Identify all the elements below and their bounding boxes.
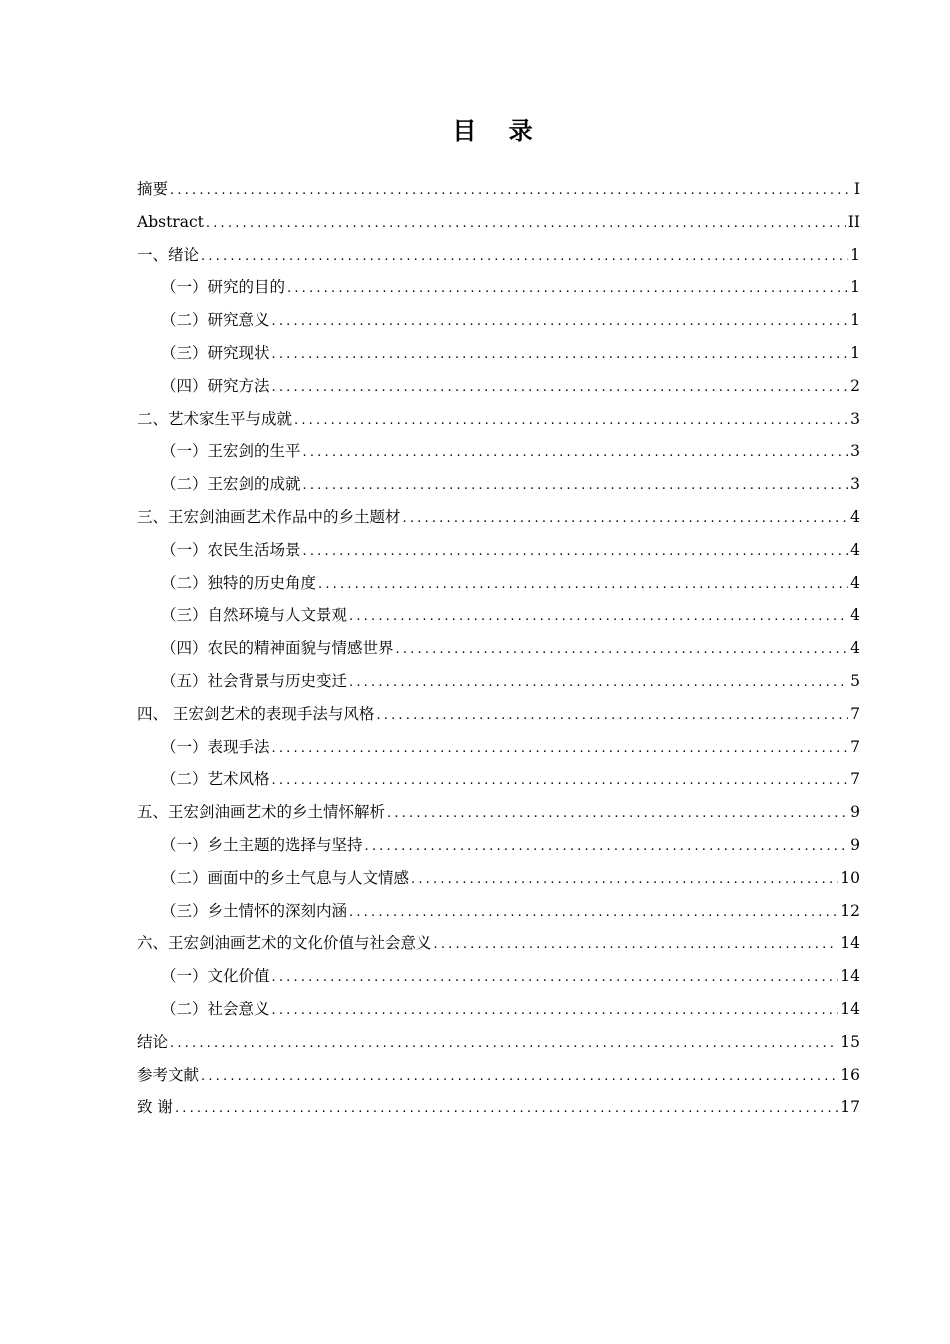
toc-entry[interactable] (137, 1059, 860, 1092)
toc-entry-title: 参考文献 (137, 1065, 200, 1084)
dot-leader (272, 733, 849, 766)
toc-entry[interactable] (137, 304, 860, 337)
toc-entry-title: （二）研究意义 (161, 311, 270, 330)
toc-entry-title: 结论 (137, 1032, 169, 1051)
toc-entry[interactable] (137, 927, 860, 960)
toc-entry[interactable] (137, 1026, 860, 1059)
toc-entry-title: 四、 王宏剑艺术的表现手法与风格 (137, 704, 375, 723)
toc-page-number: 15 (840, 1032, 860, 1051)
dot-leader (201, 1061, 838, 1094)
dot-leader (201, 241, 848, 274)
toc-entry-title: （二）画面中的乡土气息与人文情感 (161, 868, 410, 887)
toc-entry-title: （三）乡土情怀的深刻内涵 (161, 901, 348, 920)
toc-page-number: 3 (850, 409, 860, 428)
toc-page-number: 7 (850, 770, 860, 789)
toc-entry[interactable] (137, 862, 860, 895)
toc-page-number: 1 (850, 343, 860, 362)
toc-entry-title: （一）表现手法 (161, 737, 270, 756)
toc-entry-title: （一）农民生活场景 (161, 540, 301, 559)
toc-entry[interactable] (137, 403, 860, 436)
toc-page-number: 7 (850, 704, 860, 723)
dot-leader (411, 864, 838, 897)
dot-leader (396, 634, 849, 667)
toc-entry-title: （二）独特的历史角度 (161, 573, 317, 592)
dot-leader (303, 470, 849, 503)
dot-leader (272, 962, 839, 995)
toc-page-number: 1 (850, 278, 860, 297)
toc-entry[interactable] (137, 599, 860, 632)
toc-page-number: 4 (850, 573, 860, 592)
toc-page-number: 17 (840, 1098, 860, 1117)
toc-entry-title: 二、艺术家生平与成就 (137, 409, 293, 428)
toc-page-number: 3 (850, 442, 860, 461)
dot-leader (206, 208, 846, 241)
toc-entry-title: （一）文化价值 (161, 967, 270, 986)
dot-leader (349, 601, 848, 634)
dot-leader (434, 929, 839, 962)
toc-entry-title: （一）研究的目的 (161, 278, 286, 297)
dot-leader (349, 667, 848, 700)
toc-page-number: 12 (840, 901, 860, 920)
toc-entry[interactable] (137, 271, 860, 304)
dot-leader (303, 437, 849, 470)
toc-entry[interactable] (137, 763, 860, 796)
toc-entry-title: （三）研究现状 (161, 343, 270, 362)
toc-entry-title: （四）农民的精神面貌与情感世界 (161, 639, 394, 658)
toc-entry[interactable] (137, 206, 860, 239)
toc-entry[interactable] (137, 731, 860, 764)
dot-leader (318, 569, 848, 602)
toc-entry[interactable] (137, 993, 860, 1026)
toc-entry[interactable] (137, 370, 860, 403)
dot-leader (349, 897, 838, 930)
dot-leader (272, 765, 849, 798)
toc-page-number: 2 (850, 376, 860, 395)
toc-entry[interactable] (137, 468, 860, 501)
toc-entry-title: 三、王宏剑油画艺术作品中的乡土题材 (137, 507, 401, 526)
dot-leader (287, 273, 848, 306)
toc-entry[interactable] (137, 796, 860, 829)
toc-page-number: 4 (850, 639, 860, 658)
toc-entry-title: Abstract (137, 212, 204, 231)
toc-page-number: 9 (850, 835, 860, 854)
toc-page-number: 5 (850, 671, 860, 690)
dot-leader (376, 700, 848, 733)
toc-page-number: II (847, 212, 860, 231)
dot-leader (294, 405, 848, 438)
dot-leader (272, 339, 849, 372)
toc-entry-title: 致 谢 (137, 1098, 173, 1117)
toc-page-number: 4 (850, 540, 860, 559)
toc-page-number: 14 (840, 999, 860, 1018)
toc-page-number: 4 (850, 507, 860, 526)
dot-leader (387, 798, 848, 831)
toc-page-number: 3 (850, 475, 860, 494)
toc-entry-title: （一）王宏剑的生平 (161, 442, 301, 461)
dot-leader (365, 831, 849, 864)
toc-entry[interactable] (137, 1091, 860, 1124)
toc-entry-title: 一、绪论 (137, 245, 200, 264)
toc-entry[interactable] (137, 173, 860, 206)
toc-entry-title: （一）乡土主题的选择与坚持 (161, 835, 363, 854)
toc-entry-title: 摘要 (137, 180, 169, 198)
toc-entry[interactable] (137, 435, 860, 468)
toc-entry-title: （三）自然环境与人文景观 (161, 606, 348, 625)
page-title: 目 录 (452, 117, 545, 145)
dot-leader (303, 536, 849, 569)
toc-entry[interactable] (137, 239, 860, 272)
toc-entry[interactable] (137, 501, 860, 534)
toc-page-number: 14 (840, 934, 860, 953)
toc-page-number: 4 (850, 606, 860, 625)
toc-entry[interactable] (137, 337, 860, 370)
toc-entry[interactable] (137, 698, 860, 731)
toc-entry-title: （二）王宏剑的成就 (161, 475, 301, 494)
toc-entry[interactable] (137, 960, 860, 993)
toc-entry-title: 五、王宏剑油画艺术的乡土情怀解析 (137, 803, 386, 822)
toc-entry[interactable] (137, 665, 860, 698)
toc-entry-title: （二）艺术风格 (161, 770, 270, 789)
dot-leader (272, 995, 839, 1028)
toc-entry[interactable] (137, 567, 860, 600)
toc-page-number: 1 (850, 245, 860, 264)
toc-page-number: 14 (840, 967, 860, 986)
toc-page-number: I (853, 180, 860, 198)
toc-page-number: 7 (850, 737, 860, 756)
toc-entry[interactable] (137, 632, 860, 665)
toc-entry-title: （二）社会意义 (161, 999, 270, 1018)
toc-page-number: 1 (850, 311, 860, 330)
table-of-contents (137, 173, 860, 1124)
dot-leader (272, 306, 849, 339)
dot-leader (175, 1093, 838, 1126)
toc-page-number: 9 (850, 803, 860, 822)
toc-entry-title: 六、王宏剑油画艺术的文化价值与社会意义 (137, 934, 432, 953)
dot-leader (272, 372, 849, 405)
toc-page-number: 16 (840, 1065, 860, 1084)
toc-entry[interactable] (137, 895, 860, 928)
toc-entry[interactable] (137, 829, 860, 862)
toc-entry-title: （四）研究方法 (161, 376, 270, 395)
toc-entry[interactable] (137, 534, 860, 567)
toc-page-number: 10 (840, 868, 860, 887)
dot-leader (403, 503, 849, 536)
dot-leader (170, 1028, 838, 1061)
dot-leader (170, 175, 852, 208)
toc-entry-title: （五）社会背景与历史变迁 (161, 671, 348, 690)
